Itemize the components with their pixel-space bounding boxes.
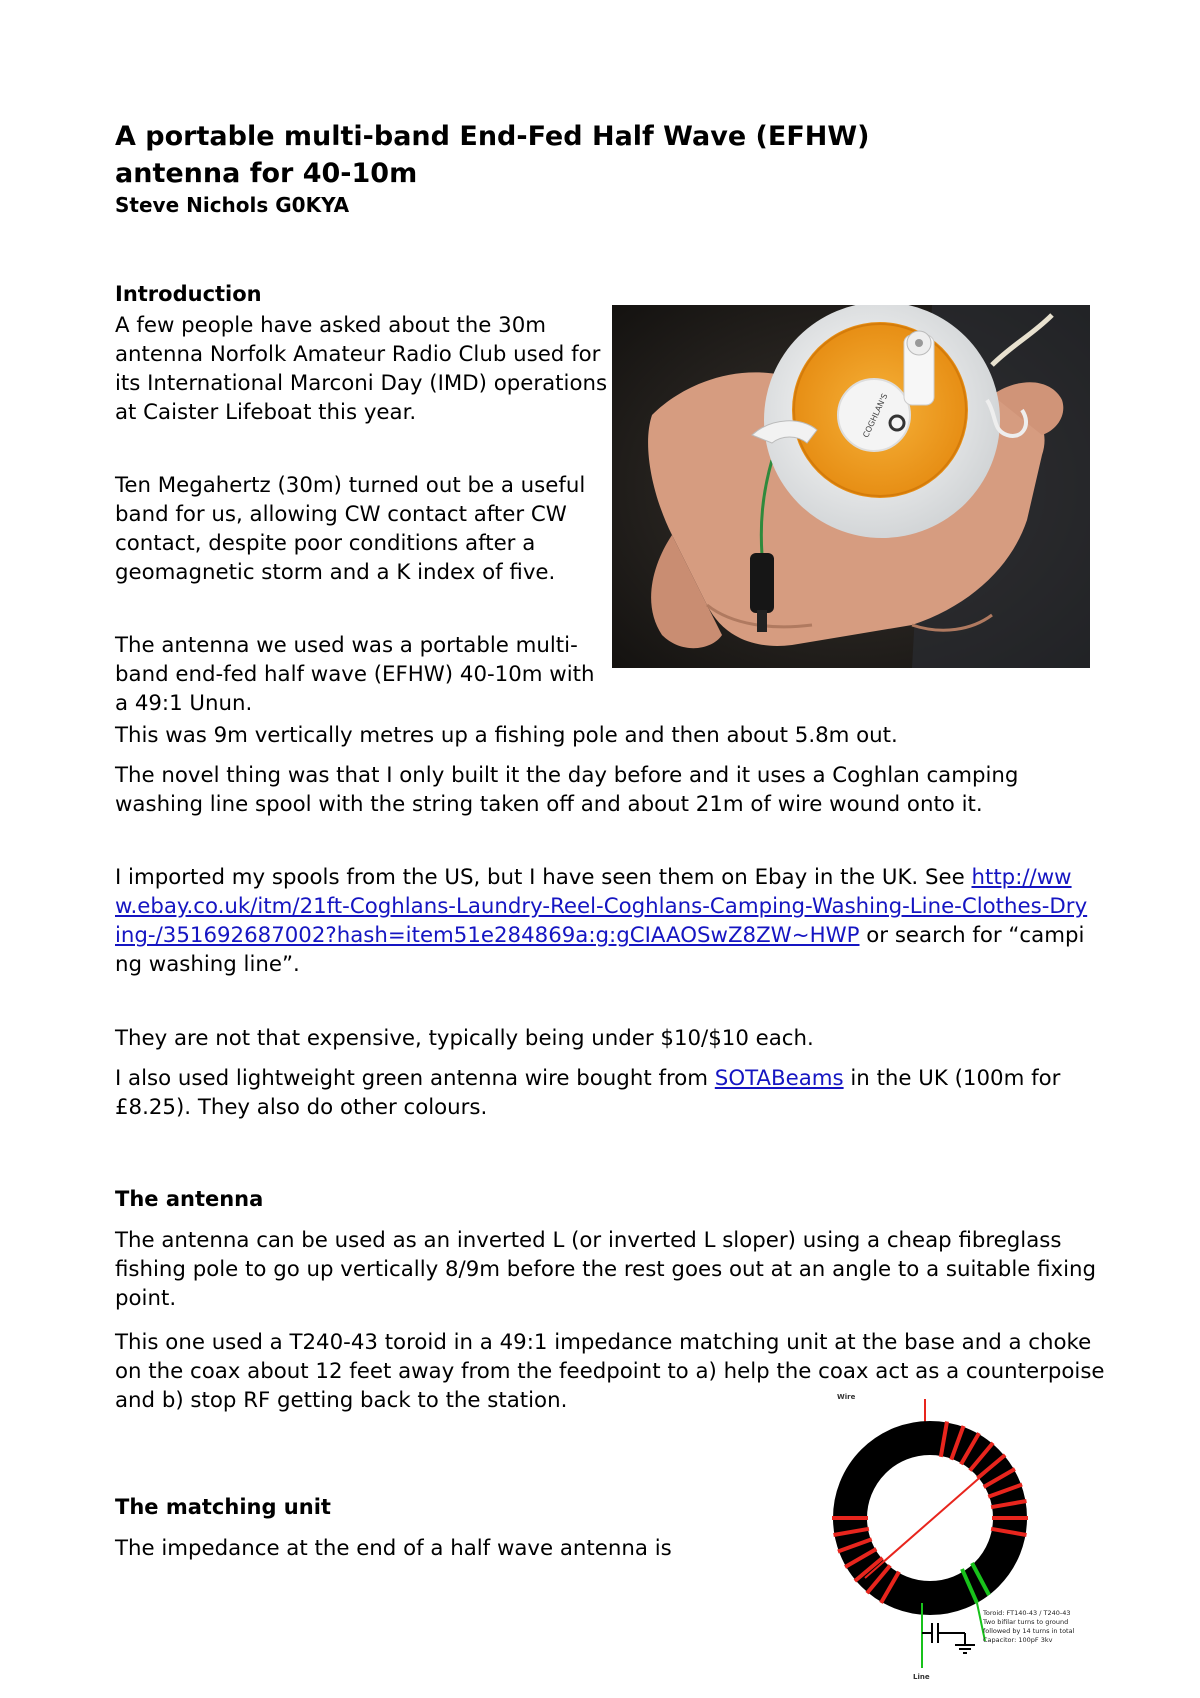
- spool-in-hand-photo: [612, 305, 1090, 668]
- diagram-notes: [982, 1609, 1075, 1644]
- spool-photo-illustration: [612, 305, 1090, 668]
- intro-paragraph-6-tail: or search for “camping washing line”.: [115, 923, 1085, 977]
- intro-paragraph-7: They are not that expensive, typically being under $10/$10 each.: [115, 1026, 814, 1051]
- intro-paragraph-1: A few people have asked about the 30m antenna Norfolk Amateur Radio Club used for its International Marconi Day (IMD) operations at Caister Lifeboat this year.: [115, 313, 608, 425]
- antenna-paragraph-2-text: This one used a T240-43 toroid in a 49:1 impedance matching unit at the base and a choke on the coax about 12 feet away from the feedpoint to a) help the coax act as a counterpoise and b) stop RF getting back to the station.: [115, 1330, 1105, 1413]
- toroid-winding-diagram: [825, 1383, 1085, 1683]
- svg-text:COGHLAN'S: COGHLAN'S: [861, 392, 890, 440]
- matching-unit-heading: The matching unit: [115, 1495, 331, 1519]
- intro-paragraph-2: Ten Megahertz (30m) turned out be a useful band for us, allowing CW contact after CW contact, despite poor conditions after a geomagnetic storm and a K index of five.: [115, 473, 586, 585]
- author-line: Steve Nichols G0KYA: [115, 193, 350, 217]
- diagram-note-1: Toroid: FT140-43 / T240-43: [983, 1609, 1071, 1617]
- winding-crossover: [865, 1473, 985, 1578]
- diagram-note-3: followed by 14 turns in total: [983, 1627, 1075, 1635]
- capacitor-symbol: [922, 1623, 965, 1643]
- intro-paragraph-5: The novel thing was that I only built it the day before and it uses a Coghlan camping washing line spool with the string taken off and about 21m of wire wound onto it.: [115, 763, 1019, 817]
- intro-paragraph-8-text: I also used lightweight green antenna wire bought from: [115, 1066, 709, 1091]
- intro-paragraph-3: The antenna we used was a portable multi-band end-fed half wave (EFHW) 40-10m with a 49:1 Unun.: [115, 633, 595, 716]
- toroid-core: [850, 1438, 1010, 1598]
- page-title: A portable multi-band End-Fed Half Wave (EFHW) antenna for 40-10m: [115, 121, 870, 189]
- matching-paragraph-1: The impedance at the end of a half wave antenna is: [115, 1536, 672, 1561]
- intro-paragraph-8-tail: in the UK (100m for £8.25). They also do other colours.: [115, 1066, 1061, 1120]
- intro-paragraph-4: This was 9m vertically metres up a fishing pole and then about 5.8m out.: [115, 723, 898, 748]
- introduction-heading: Introduction: [115, 282, 262, 306]
- ground-symbol: [955, 1633, 975, 1653]
- antenna-heading: The antenna: [115, 1187, 264, 1211]
- diagram-top-label: Wire: [837, 1393, 856, 1401]
- toroid-diagram-svg: [825, 1383, 1085, 1683]
- ebay-link[interactable]: http://www.ebay.co.uk/itm/21ft-Coghlans-Laundry-Reel-Coghlans-Camping-Washing-Line-Clothes-Drying-/351692687002?hash=item51e284869a:g:gCIAAOSwZ8ZW~HWP: [115, 865, 1088, 948]
- diagram-note-2: Two bifilar turns to ground: [983, 1618, 1069, 1626]
- intro-paragraph-8: [115, 1064, 1095, 1122]
- intro-paragraph-6-text: I imported my spools from the US, but I have seen them on Ebay in the UK. See: [115, 865, 965, 890]
- antenna-paragraph-1: The antenna can be used as an inverted L (or inverted L sloper) using a cheap fibreglass fishing pole to go up vertically 8/9m before the rest goes out at an angle to a suitable fixing point.: [115, 1228, 1097, 1311]
- diagram-note-4: Capacitor: 100pF 3kv: [983, 1636, 1053, 1644]
- sotabeams-link[interactable]: SOTABeams: [714, 1066, 844, 1091]
- intro-paragraph-6: [115, 863, 1090, 979]
- diagram-bottom-label: Line: [913, 1673, 930, 1681]
